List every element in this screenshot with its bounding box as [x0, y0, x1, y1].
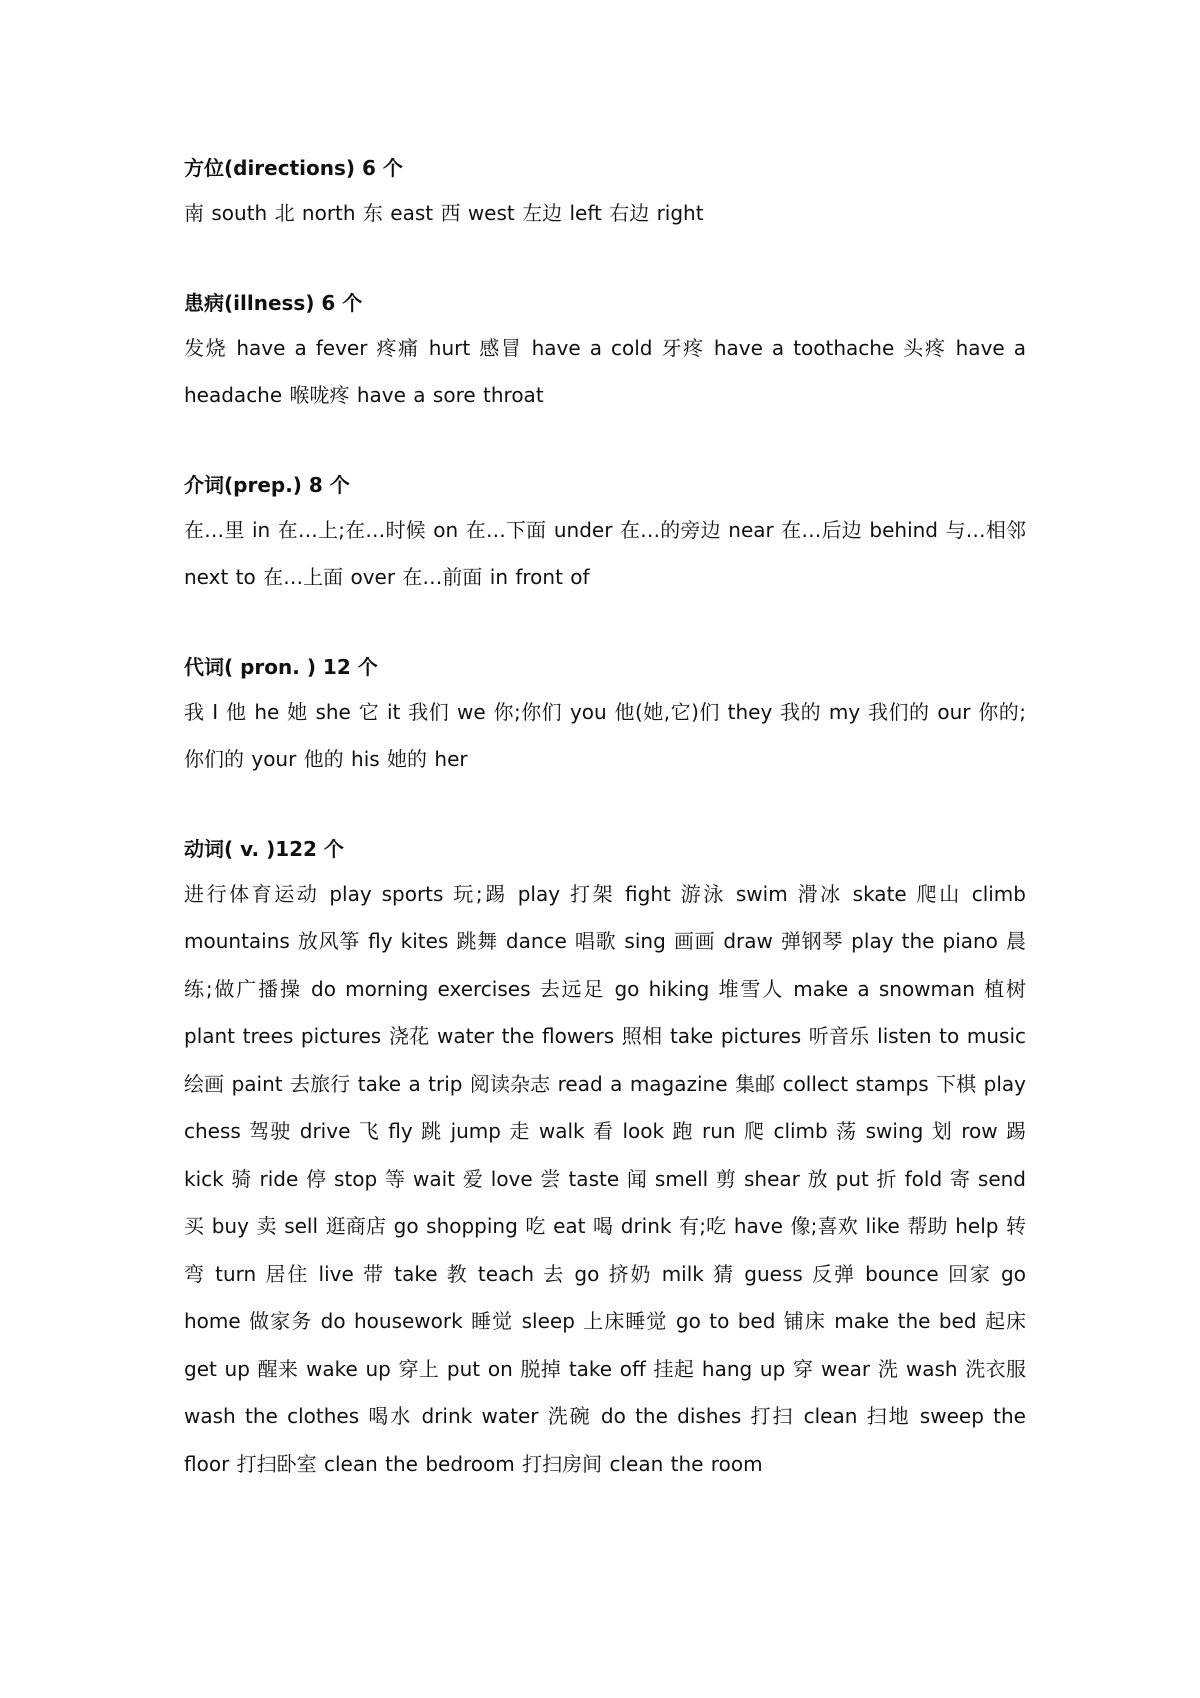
section-body: 我 I 他 he 她 she 它 it 我们 we 你;你们 you 他(她,它)们 they 我的 my 我们的 our 你的;你们的 your 他的 his 她的 her	[184, 699, 1026, 771]
section-prepositions	[184, 467, 1026, 602]
section-heading: 动词( v. )122 个	[184, 836, 344, 861]
section-heading: 代词( pron. ) 12 个	[184, 654, 378, 679]
section-directions	[184, 150, 1026, 238]
section-body: 发烧 have a fever 疼痛 hurt 感冒 have a cold 牙疼 have a toothache 头疼 have a headache 喉咙疼 have a sore throat	[184, 335, 1026, 407]
section-illness	[184, 285, 1026, 420]
section-heading: 介词(prep.) 8 个	[184, 472, 350, 497]
section-verbs	[184, 831, 1026, 1489]
section-body: 南 south 北 north 东 east 西 west 左边 left 右边 right	[184, 201, 704, 225]
section-heading: 方位(directions) 6 个	[184, 156, 403, 180]
section-body: 在…里 in 在…上;在…时候 on 在…下面 under 在…的旁边 near 在…后边 behind 与…相邻 next to 在…上面 over 在…前面 in front of	[184, 517, 1026, 589]
section-body: 进行体育运动 play sports 玩;踢 play 打架 fight 游泳 swim 滑冰 skate 爬山 climb mountains 放风筝 fly kites 跳舞 dance 唱歌 sing 画画 draw 弹钢琴 play the piano 晨练;做广播操 do morning exercises 去远足 go hiking 堆雪人 make a snowman 植树 plant trees pictures 浇花 water the flowers 照相 take pictures 听音乐 listen to music 绘画 paint 去旅行 take a trip 阅读杂志 read a magazine 集邮 collect stamps 下棋 play chess 驾驶 drive 飞 fly 跳 jump 走 walk 看 look 跑 run 爬 climb 荡 swing 划 row 踢 kick 骑 ride 停 stop 等 wait 爱 love 尝 taste 闻 smell 剪 shear 放 put 折 fold 寄 send 买 buy 卖 sell 逛商店 go shopping 吃 eat 喝 drink 有;吃 have 像;喜欢 like 帮助 help 转弯 turn 居住 live 带 take 教 teach 去 go 挤奶 milk 猜 guess 反弹 bounce 回家 go home 做家务 do housework 睡觉 sleep 上床睡觉 go to bed 铺床 make the bed 起床 get up 醒来 wake up 穿上 put on 脱掉 take off 挂起 hang up 穿 wear 洗 wash 洗衣服 wash the clothes 喝水 drink water 洗碗 do the dishes 打扫 clean 扫地 sweep the floor 打扫卧室 clean the bedroom 打扫房间 clean the room	[184, 881, 1026, 1476]
section-pronouns	[184, 649, 1026, 784]
document-page	[184, 150, 1026, 1535]
section-heading: 患病(illness) 6 个	[184, 290, 363, 315]
